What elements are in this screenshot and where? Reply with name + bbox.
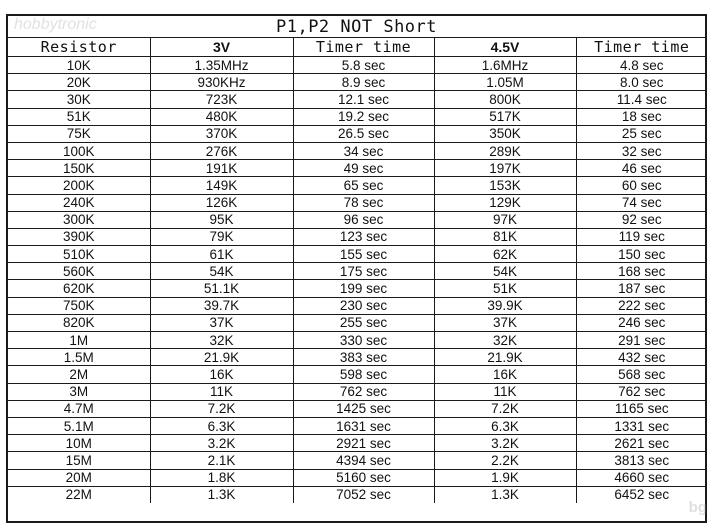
cell-3v-time: 26.5 sec: [293, 125, 434, 142]
cell-3v-time: 762 sec: [293, 383, 434, 400]
cell-3v-time: 4394 sec: [293, 452, 434, 469]
cell-3v-freq: 7.2K: [150, 400, 293, 417]
cell-resistor: 390K: [8, 228, 150, 245]
cell-resistor: 22M: [8, 486, 150, 503]
table-row: [8, 366, 707, 383]
cell-3v-freq: 276K: [150, 142, 293, 159]
cell-4-5v-freq: 62K: [434, 246, 576, 263]
cell-4-5v-freq: 3.2K: [434, 435, 576, 452]
cell-4-5v-freq: 350K: [434, 125, 576, 142]
cell-3v-time: 255 sec: [293, 314, 434, 331]
table-row: [8, 74, 707, 91]
cell-4-5v-time: 74 sec: [576, 194, 707, 211]
cell-resistor: 1.5M: [8, 349, 150, 366]
table-row: [8, 435, 707, 452]
cell-4-5v-freq: 800K: [434, 91, 576, 108]
cell-resistor: 75K: [8, 125, 150, 142]
header-timer-4-5v: Timer time: [576, 38, 707, 57]
cell-resistor: 620K: [8, 280, 150, 297]
cell-resistor: 30K: [8, 91, 150, 108]
table-row: [8, 417, 707, 434]
cell-4-5v-time: 1331 sec: [576, 417, 707, 434]
cell-3v-freq: 32K: [150, 332, 293, 349]
cell-4-5v-freq: 37K: [434, 314, 576, 331]
cell-3v-freq: 723K: [150, 91, 293, 108]
table-row: [8, 211, 707, 228]
cell-resistor: 510K: [8, 246, 150, 263]
cell-3v-time: 8.9 sec: [293, 74, 434, 91]
cell-3v-freq: 37K: [150, 314, 293, 331]
cell-resistor: 15M: [8, 452, 150, 469]
cell-4-5v-time: 222 sec: [576, 297, 707, 314]
cell-4-5v-freq: 51K: [434, 280, 576, 297]
cell-4-5v-time: 4.8 sec: [576, 57, 707, 74]
cell-4-5v-time: 246 sec: [576, 314, 707, 331]
table-row: [8, 486, 707, 503]
table-frame: [6, 14, 707, 523]
cell-4-5v-time: 568 sec: [576, 366, 707, 383]
cell-4-5v-time: 1165 sec: [576, 400, 707, 417]
cell-4-5v-time: 18 sec: [576, 108, 707, 125]
header-row: [8, 38, 707, 57]
cell-resistor: 750K: [8, 297, 150, 314]
table-row: [8, 228, 707, 245]
cell-4-5v-freq: 517K: [434, 108, 576, 125]
cell-3v-time: 96 sec: [293, 211, 434, 228]
table-row: [8, 400, 707, 417]
cell-3v-freq: 1.35MHz: [150, 57, 293, 74]
cell-3v-time: 175 sec: [293, 263, 434, 280]
cell-4-5v-time: 168 sec: [576, 263, 707, 280]
corner-watermark: bg: [688, 499, 707, 516]
cell-3v-freq: 54K: [150, 263, 293, 280]
cell-4-5v-freq: 2.2K: [434, 452, 576, 469]
cell-4-5v-freq: 39.9K: [434, 297, 576, 314]
cell-resistor: 10K: [8, 57, 150, 74]
cell-4-5v-time: 762 sec: [576, 383, 707, 400]
cell-resistor: 20M: [8, 469, 150, 486]
table-row: [8, 452, 707, 469]
cell-4-5v-freq: 54K: [434, 263, 576, 280]
header-3v: 3V: [150, 38, 293, 57]
table-row: [8, 469, 707, 486]
cell-3v-freq: 11K: [150, 383, 293, 400]
cell-3v-time: 2921 sec: [293, 435, 434, 452]
cell-3v-time: 7052 sec: [293, 486, 434, 503]
cell-4-5v-time: 46 sec: [576, 160, 707, 177]
cell-4-5v-time: 119 sec: [576, 228, 707, 245]
cell-3v-time: 155 sec: [293, 246, 434, 263]
cell-4-5v-freq: 289K: [434, 142, 576, 159]
cell-4-5v-time: 60 sec: [576, 177, 707, 194]
cell-3v-freq: 149K: [150, 177, 293, 194]
cell-4-5v-freq: 129K: [434, 194, 576, 211]
cell-4-5v-time: 92 sec: [576, 211, 707, 228]
cell-3v-time: 78 sec: [293, 194, 434, 211]
cell-3v-freq: 480K: [150, 108, 293, 125]
cell-resistor: 240K: [8, 194, 150, 211]
cell-3v-freq: 79K: [150, 228, 293, 245]
cell-4-5v-time: 291 sec: [576, 332, 707, 349]
table-row: [8, 332, 707, 349]
cell-3v-freq: 61K: [150, 246, 293, 263]
cell-3v-freq: 16K: [150, 366, 293, 383]
header-4-5v: 4.5V: [434, 38, 576, 57]
cell-4-5v-freq: 81K: [434, 228, 576, 245]
cell-3v-time: 19.2 sec: [293, 108, 434, 125]
cell-3v-time: 12.1 sec: [293, 91, 434, 108]
cell-4-5v-freq: 1.05M: [434, 74, 576, 91]
cell-3v-freq: 21.9K: [150, 349, 293, 366]
table-row: [8, 280, 707, 297]
cell-4-5v-freq: 97K: [434, 211, 576, 228]
table-row: [8, 177, 707, 194]
cell-resistor: 4.7M: [8, 400, 150, 417]
cell-3v-freq: 1.3K: [150, 486, 293, 503]
cell-4-5v-freq: 1.3K: [434, 486, 576, 503]
cell-3v-time: 330 sec: [293, 332, 434, 349]
cell-4-5v-freq: 197K: [434, 160, 576, 177]
cell-3v-time: 230 sec: [293, 297, 434, 314]
table-row: [8, 349, 707, 366]
cell-3v-freq: 930KHz: [150, 74, 293, 91]
cell-resistor: 100K: [8, 142, 150, 159]
cell-4-5v-freq: 21.9K: [434, 349, 576, 366]
cell-4-5v-freq: 16K: [434, 366, 576, 383]
cell-3v-time: 49 sec: [293, 160, 434, 177]
cell-4-5v-time: 32 sec: [576, 142, 707, 159]
cell-resistor: 820K: [8, 314, 150, 331]
table-row: [8, 246, 707, 263]
cell-3v-time: 383 sec: [293, 349, 434, 366]
cell-3v-freq: 370K: [150, 125, 293, 142]
data-table: [8, 38, 707, 503]
cell-4-5v-time: 3813 sec: [576, 452, 707, 469]
watermark-text: hobbytronic: [14, 16, 97, 33]
table-row: [8, 57, 707, 74]
table-body: [8, 57, 707, 503]
cell-3v-time: 1631 sec: [293, 417, 434, 434]
cell-3v-time: 5160 sec: [293, 469, 434, 486]
table-row: [8, 125, 707, 142]
cell-3v-freq: 39.7K: [150, 297, 293, 314]
table-title: P1,P2 NOT Short: [8, 16, 705, 38]
cell-3v-freq: 51.1K: [150, 280, 293, 297]
cell-4-5v-freq: 1.9K: [434, 469, 576, 486]
table-row: [8, 142, 707, 159]
cell-4-5v-time: 11.4 sec: [576, 91, 707, 108]
table-row: [8, 108, 707, 125]
cell-4-5v-time: 187 sec: [576, 280, 707, 297]
cell-3v-freq: 1.8K: [150, 469, 293, 486]
cell-3v-time: 199 sec: [293, 280, 434, 297]
cell-4-5v-freq: 7.2K: [434, 400, 576, 417]
table-row: [8, 160, 707, 177]
cell-resistor: 10M: [8, 435, 150, 452]
cell-4-5v-time: 432 sec: [576, 349, 707, 366]
cell-resistor: 51K: [8, 108, 150, 125]
cell-3v-time: 5.8 sec: [293, 57, 434, 74]
cell-resistor: 560K: [8, 263, 150, 280]
cell-resistor: 3M: [8, 383, 150, 400]
cell-resistor: 5.1M: [8, 417, 150, 434]
cell-resistor: 1M: [8, 332, 150, 349]
cell-3v-time: 598 sec: [293, 366, 434, 383]
table-row: [8, 314, 707, 331]
table-row: [8, 383, 707, 400]
header-timer-3v: Timer time: [293, 38, 434, 57]
cell-resistor: 150K: [8, 160, 150, 177]
cell-4-5v-freq: 32K: [434, 332, 576, 349]
cell-4-5v-freq: 1.6MHz: [434, 57, 576, 74]
header-resistor: Resistor: [8, 38, 150, 57]
cell-resistor: 20K: [8, 74, 150, 91]
cell-3v-freq: 2.1K: [150, 452, 293, 469]
cell-4-5v-time: 150 sec: [576, 246, 707, 263]
cell-3v-freq: 6.3K: [150, 417, 293, 434]
cell-resistor: 200K: [8, 177, 150, 194]
table-row: [8, 263, 707, 280]
cell-resistor: 300K: [8, 211, 150, 228]
cell-3v-time: 34 sec: [293, 142, 434, 159]
cell-3v-time: 1425 sec: [293, 400, 434, 417]
cell-4-5v-time: 4660 sec: [576, 469, 707, 486]
cell-4-5v-time: 25 sec: [576, 125, 707, 142]
cell-4-5v-time: 6452 sec: [576, 486, 707, 503]
cell-3v-freq: 3.2K: [150, 435, 293, 452]
cell-3v-freq: 191K: [150, 160, 293, 177]
cell-resistor: 2M: [8, 366, 150, 383]
table-row: [8, 194, 707, 211]
cell-3v-freq: 95K: [150, 211, 293, 228]
cell-3v-time: 123 sec: [293, 228, 434, 245]
table-row: [8, 91, 707, 108]
cell-4-5v-freq: 6.3K: [434, 417, 576, 434]
cell-4-5v-freq: 153K: [434, 177, 576, 194]
cell-3v-freq: 126K: [150, 194, 293, 211]
table-row: [8, 297, 707, 314]
cell-4-5v-freq: 11K: [434, 383, 576, 400]
cell-3v-time: 65 sec: [293, 177, 434, 194]
cell-4-5v-time: 8.0 sec: [576, 74, 707, 91]
cell-4-5v-time: 2621 sec: [576, 435, 707, 452]
